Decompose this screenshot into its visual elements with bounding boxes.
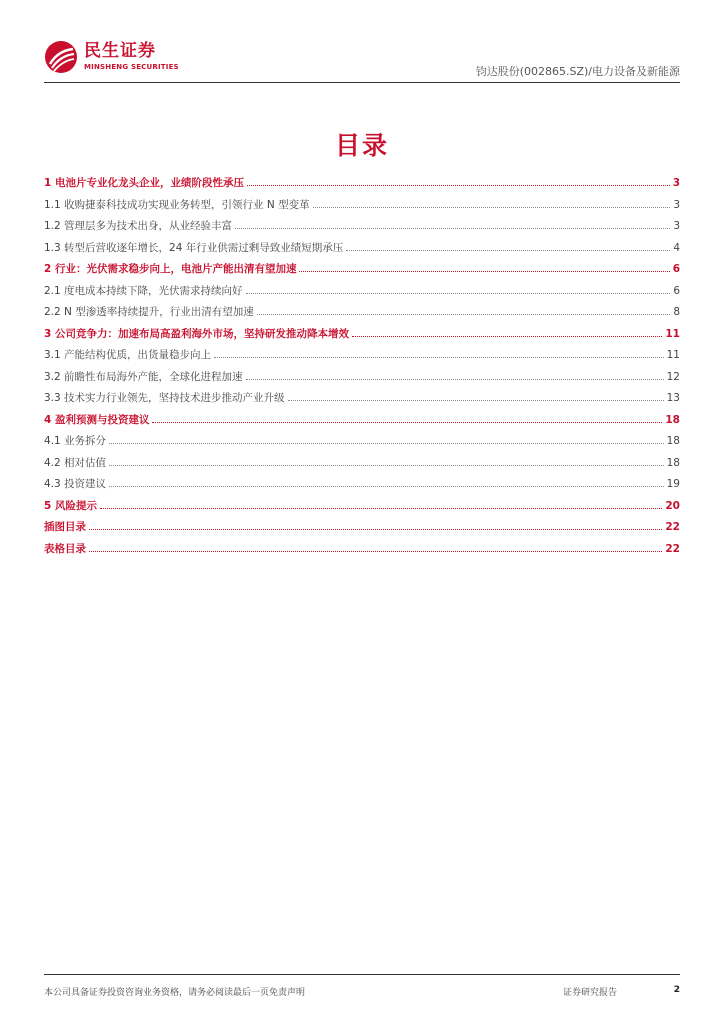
toc-entry-page: 8	[673, 306, 680, 318]
toc-entry-label: 4 盈利预测与投资建议	[44, 413, 150, 426]
toc-entry-label: 3.1 产能结构优质，出货量稳步向上	[44, 349, 212, 361]
toc-entry[interactable]	[44, 369, 680, 391]
toc-dot-leader	[346, 249, 670, 251]
toc-entry[interactable]	[44, 390, 680, 412]
toc-entry[interactable]	[44, 412, 680, 434]
toc-entry[interactable]	[44, 240, 680, 262]
footer-disclaimer: 本公司具备证券投资咨询业务资格，请务必阅读最后一页免责声明	[44, 988, 306, 998]
toc-entry-page: 3	[673, 198, 680, 211]
toc-entry-label: 1.3 转型后营收逐年增长，24 年行业供需过剩导致业绩短期承压	[44, 241, 344, 254]
toc-dot-leader	[257, 313, 671, 315]
toc-dot-leader	[100, 507, 662, 509]
toc-entry[interactable]	[44, 541, 680, 563]
toc-entry-page: 19	[666, 478, 680, 490]
toc-entry-page: 11	[666, 349, 680, 361]
toc-dot-leader	[109, 485, 664, 487]
page-header	[0, 0, 724, 90]
toc-entry-label: 3.3 技术实力行业领先，坚持技术进步推动产业升级	[44, 392, 285, 404]
toc-dot-leader	[299, 270, 669, 272]
toc-dot-leader	[109, 442, 664, 444]
toc-dot-leader	[214, 356, 664, 358]
company-logo	[44, 40, 179, 74]
table-of-contents	[44, 175, 680, 562]
toc-entry-page: 18	[666, 456, 680, 469]
toc-dot-leader	[352, 335, 662, 337]
toc-dot-leader	[247, 184, 670, 186]
toc-entry-label: 2 行业：光伏需求稳步向上，电池片产能出清有望加速	[44, 263, 297, 275]
toc-entry-page: 22	[665, 542, 680, 555]
toc-entry[interactable]	[44, 218, 680, 240]
toc-entry[interactable]	[44, 347, 680, 369]
toc-entry-page: 18	[666, 435, 680, 447]
footer-divider	[44, 974, 680, 975]
toc-entry-label: 插图目录	[44, 521, 86, 533]
toc-dot-leader	[313, 206, 671, 208]
toc-dot-leader	[89, 528, 662, 530]
toc-entry-label: 4.3 投资建议	[44, 478, 107, 490]
header-divider	[44, 82, 680, 83]
toc-entry-label: 表格目录	[44, 542, 86, 555]
toc-entry[interactable]	[44, 283, 680, 305]
toc-entry-label: 4.2 相对估值	[44, 456, 107, 469]
toc-entry-page: 18	[665, 413, 680, 426]
toc-dot-leader	[246, 292, 671, 294]
toc-entry-page: 6	[673, 284, 680, 297]
toc-entry-page: 12	[666, 370, 680, 383]
toc-entry[interactable]	[44, 175, 680, 197]
toc-entry[interactable]	[44, 197, 680, 219]
toc-entry[interactable]	[44, 304, 680, 326]
toc-entry[interactable]	[44, 476, 680, 498]
toc-entry-page: 3	[672, 177, 680, 189]
logo-english-name: MINSHENG SECURITIES	[84, 63, 179, 71]
toc-entry[interactable]	[44, 433, 680, 455]
toc-entry-page: 20	[665, 499, 680, 512]
toc-dot-leader	[152, 421, 662, 423]
toc-entry[interactable]	[44, 261, 680, 283]
toc-entry-label: 4.1 业务拆分	[44, 435, 107, 447]
toc-dot-leader	[89, 550, 662, 552]
toc-entry-label: 3.2 前瞻性布局海外产能，全球化进程加速	[44, 370, 243, 383]
footer-doc-type: 证券研究报告	[563, 988, 618, 998]
toc-entry-page: 22	[665, 521, 680, 533]
toc-entry-page: 11	[665, 327, 680, 340]
logo-chinese-name: 民生证券	[84, 41, 156, 61]
toc-entry-label: 1 电池片专业化龙头企业，业绩阶段性承压	[44, 177, 244, 189]
toc-entry[interactable]	[44, 519, 680, 541]
toc-entry-label: 1.1 收购捷泰科技成功实现业务转型，引领行业 N 型变革	[44, 198, 310, 211]
toc-dot-leader	[246, 378, 664, 380]
minsheng-logo-icon	[44, 40, 78, 74]
toc-entry-page: 6	[672, 263, 680, 275]
toc-entry-page: 4	[673, 241, 680, 254]
page-number: 2	[673, 985, 680, 995]
toc-dot-leader	[235, 227, 670, 229]
toc-entry-page: 13	[666, 392, 680, 404]
toc-entry-page: 3	[673, 220, 680, 232]
toc-entry[interactable]	[44, 455, 680, 477]
toc-dot-leader	[109, 464, 664, 466]
toc-title: 目录	[334, 131, 389, 160]
report-tag: 钧达股份(002865.SZ)/电力设备及新能源	[475, 65, 680, 78]
toc-entry[interactable]	[44, 498, 680, 520]
toc-entry-label: 2.1 度电成本持续下降，光伏需求持续向好	[44, 284, 243, 297]
toc-entry-label: 3 公司竞争力：加速布局高盈利海外市场，坚持研发推动降本增效	[44, 327, 349, 340]
toc-dot-leader	[288, 399, 664, 401]
toc-entry-label: 1.2 管理层多为技术出身，从业经验丰富	[44, 220, 233, 232]
toc-entry-label: 5 风险提示	[44, 499, 97, 512]
toc-entry-label: 2.2 N 型渗透率持续提升，行业出清有望加速	[44, 306, 254, 318]
toc-entry[interactable]	[44, 326, 680, 348]
